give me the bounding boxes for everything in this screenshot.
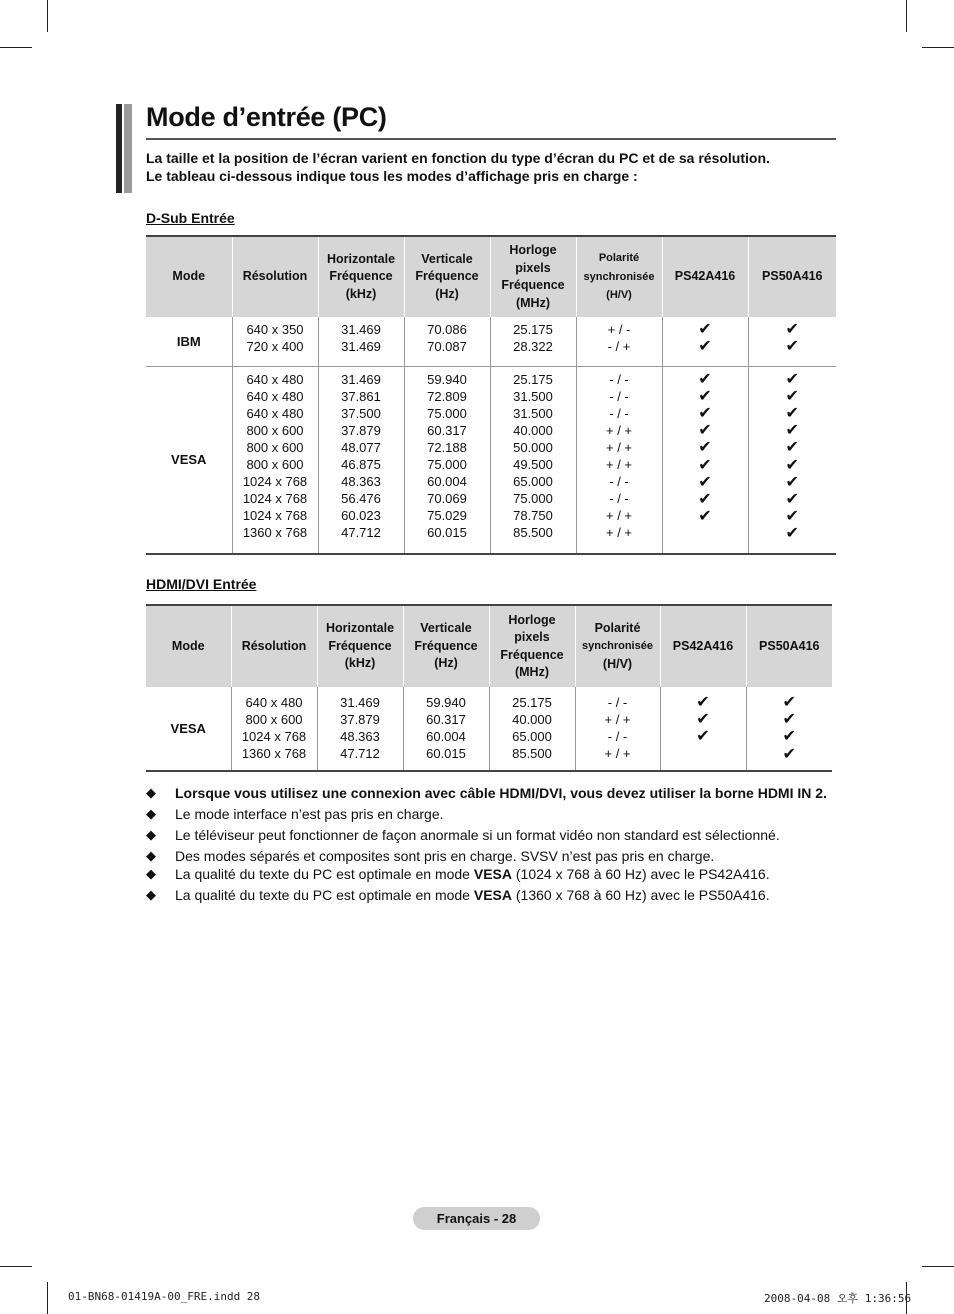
polarity-cell: - / - - / - - / - + / + + / + + / + - / - - / - + / + + / + (576, 366, 662, 554)
list-item: ◆ Lorsque vous utilisez une connexion avec câble HDMI/DVI, vous devez utiliser la borne HDMI IN 2. (146, 785, 827, 801)
crop-mark (0, 47, 32, 48)
header-ps50a416: PS50A416 (746, 605, 832, 687)
header-ps42a416: PS42A416 (662, 236, 748, 317)
check-icon: ✔ (696, 694, 710, 711)
list-item: ◆ Le mode interface n’est pas pris en charge. (146, 806, 444, 822)
diamond-bullet-icon: ◆ (146, 848, 156, 863)
intro-text (146, 149, 836, 185)
check-icon: ✔ (698, 473, 712, 491)
header-mode: Mode (146, 605, 231, 687)
polarity-cell: + / - - / + (576, 317, 662, 366)
table-row (146, 366, 836, 554)
ps50-support-cell (748, 366, 836, 554)
list-item: ◆ Des modes séparés et composites sont pris en charge. SVSV n’est pas pris en charge. (146, 848, 715, 864)
table-row (146, 317, 836, 366)
table-row (146, 687, 832, 771)
check-icon: ✔ (785, 525, 799, 543)
diamond-bullet-icon: ◆ (146, 887, 156, 902)
mode-cell: VESA (146, 687, 231, 771)
ps42-support-cell (662, 317, 748, 366)
check-icon: ✔ (698, 321, 712, 338)
check-icon: ✔ (785, 321, 799, 338)
diamond-bullet-icon: ◆ (146, 785, 156, 800)
resolution-cell: 640 x 480 640 x 480 640 x 480 800 x 600 800 x 600 800 x 600 1024 x 768 1024 x 768 1024 x 768 1360 x 768 (232, 366, 318, 554)
header-mode: Mode (146, 236, 232, 317)
ps42-support-cell (662, 366, 748, 554)
header-pixel-clock: Horloge pixels Fréquence (MHz) (490, 236, 576, 317)
ps42-support-cell (660, 687, 746, 771)
check-icon: ✔ (785, 439, 799, 457)
check-icon: ✔ (785, 338, 799, 356)
check-icon: ✔ (698, 508, 712, 526)
table-header-row (146, 236, 836, 317)
crop-mark (47, 1282, 48, 1314)
crop-mark (906, 0, 907, 32)
header-pixel-clock: Horloge pixels Fréquence (MHz) (489, 605, 575, 687)
crop-mark (0, 1266, 32, 1267)
header-resolution: Résolution (232, 236, 318, 317)
check-icon: ✔ (782, 745, 796, 763)
check-icon: ✔ (698, 338, 712, 356)
mode-cell: IBM (146, 317, 232, 366)
ps50-support-cell (748, 317, 836, 366)
check-icon: ✔ (785, 473, 799, 491)
list-item: ◆ La qualité du texte du PC est optimale en mode VESA (1360 x 768 à 60 Hz) avec le PS50A416. (146, 887, 770, 903)
diamond-bullet-icon: ◆ (146, 866, 156, 881)
vfreq-cell: 59.940 60.317 60.004 60.015 (403, 687, 489, 771)
header-hfreq: Horizontale Fréquence (kHz) (317, 605, 403, 687)
dsub-modes-table (146, 235, 836, 555)
header-vfreq: Verticale Fréquence (Hz) (403, 605, 489, 687)
header-sync-polarity: Polarité synchronisée (H/V) (576, 236, 662, 317)
header-hfreq: Horizontale Fréquence (kHz) (318, 236, 404, 317)
check-icon: ✔ (785, 404, 799, 422)
pixel-cell: 25.175 28.322 (490, 317, 576, 366)
check-icon: ✔ (696, 711, 710, 729)
check-icon: ✔ (698, 370, 712, 388)
check-icon: ✔ (785, 508, 799, 526)
check-icon: ✔ (785, 422, 799, 440)
hfreq-cell: 31.469 37.861 37.500 37.879 48.077 46.875 48.363 56.476 60.023 47.712 (318, 366, 404, 554)
ps50-support-cell (746, 687, 832, 771)
header-ps50a416: PS50A416 (748, 236, 836, 317)
header-vfreq: Verticale Fréquence (Hz) (404, 236, 490, 317)
list-item: ◆ Le téléviseur peut fonctionner de façon anormale si un format vidéo non standard est sélectionné. (146, 827, 780, 843)
mode-cell: VESA (146, 366, 232, 554)
table-header-row (146, 605, 832, 687)
check-icon: ✔ (698, 387, 712, 405)
section-hdmi-label: HDMI/DVI Entrée (146, 576, 257, 592)
check-icon: ✔ (785, 370, 799, 388)
check-icon: ✔ (782, 711, 796, 729)
title-accent-bar (116, 104, 132, 193)
title-divider (146, 138, 836, 140)
check-icon: ✔ (698, 422, 712, 440)
check-icon: ✔ (782, 694, 796, 711)
check-icon: ✔ (785, 387, 799, 405)
diamond-bullet-icon: ◆ (146, 827, 156, 842)
polarity-cell: - / - + / + - / - + / + (575, 687, 660, 771)
check-icon: ✔ (698, 490, 712, 508)
check-icon: ✔ (782, 728, 796, 746)
resolution-cell: 640 x 350 720 x 400 (232, 317, 318, 366)
check-icon: ✔ (696, 728, 710, 746)
notes-list (146, 784, 838, 907)
print-slug-date: 2008-04-08 오후 1:36:56 (764, 1292, 912, 1305)
check-icon: ✔ (698, 404, 712, 422)
hfreq-cell: 31.469 37.879 48.363 47.712 (317, 687, 403, 771)
vfreq-cell: 70.086 70.087 (404, 317, 490, 366)
check-icon: ✔ (698, 439, 712, 457)
diamond-bullet-icon: ◆ (146, 806, 156, 821)
resolution-cell: 640 x 480 800 x 600 1024 x 768 1360 x 768 (231, 687, 317, 771)
header-sync-polarity: Polarité synchronisée (H/V) (575, 605, 660, 687)
section-dsub-label: D-Sub Entrée (146, 210, 235, 226)
intro-line-1: La taille et la position de l’écran varient en fonction du type d’écran du PC et de sa résolution. (146, 150, 770, 166)
pixel-cell: 25.175 31.500 31.500 40.000 50.000 49.500 65.000 75.000 78.750 85.500 (490, 366, 576, 554)
check-icon: ✔ (785, 490, 799, 508)
crop-mark (922, 1266, 954, 1267)
header-resolution: Résolution (231, 605, 317, 687)
intro-line-2: Le tableau ci-dessous indique tous les modes d’affichage pris en charge : (146, 168, 638, 184)
pixel-cell: 25.175 40.000 65.000 85.500 (489, 687, 575, 771)
hfreq-cell: 31.469 31.469 (318, 317, 404, 366)
check-icon: ✔ (785, 456, 799, 474)
list-item: ◆ La qualité du texte du PC est optimale en mode VESA (1024 x 768 à 60 Hz) avec le PS42A416. (146, 866, 770, 882)
check-icon: ✔ (698, 456, 712, 474)
page-title: Mode d’entrée (PC) (146, 102, 387, 132)
header-ps42a416: PS42A416 (660, 605, 746, 687)
crop-mark (47, 0, 48, 32)
print-slug-file: 01-BN68-01419A-00_FRE.indd 28 (68, 1290, 261, 1303)
page-number-badge: Français - 28 (413, 1207, 540, 1230)
vfreq-cell: 59.940 72.809 75.000 60.317 72.188 75.000 60.004 70.069 75.029 60.015 (404, 366, 490, 554)
hdmi-modes-table (146, 604, 832, 772)
crop-mark (922, 47, 954, 48)
